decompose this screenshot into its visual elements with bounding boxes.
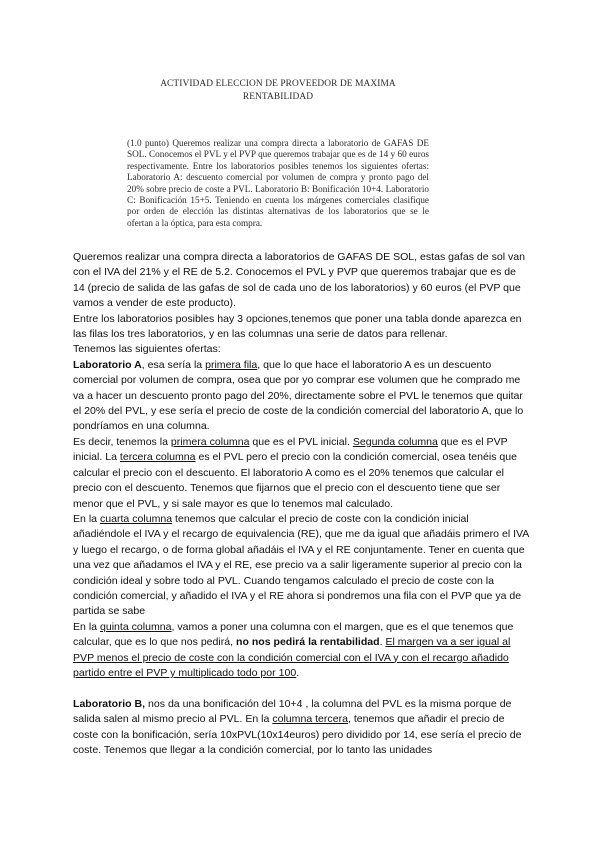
underlined-term: quinta columna: [99, 620, 172, 633]
text-span: En la: [73, 620, 100, 633]
underlined-term: columna tercera: [272, 713, 348, 726]
paragraph-fourth-column: [73, 512, 529, 620]
text-span: , tenemos que añadir el precio de coste con la bonificación, sería 10xPVL(10x14euros) pero dividido por 14, ese sería el precio de coste. Tenemos que llegar a la condición comercial, por lo tanto las unidades: [73, 713, 522, 756]
underlined-term: primera fila: [205, 358, 258, 371]
lab-b-heading: Laboratorio B,: [73, 697, 146, 710]
paragraph-offers: Tenemos las siguientes ofertas:: [73, 343, 221, 356]
text-span: En la: [73, 512, 100, 525]
text-span: es el PVL pero el precio con la condición comercial, osea tenéis que calcular el precio con el descuento. El laboratorio A como es el 20% tenemos que calcular el precio con el descuento. Tenemos que fijarnos que el precio con el descuento tiene que ser menor que el PVL, y si sale mayor es que lo tenemos mal calculado.: [73, 451, 518, 510]
paragraph-columns: [73, 435, 529, 512]
paragraph-gap: [73, 681, 529, 696]
text-span: Es decir, tenemos la: [73, 435, 171, 448]
text-span: tenemos que calcular el precio de coste con la condición inicial añadiéndole el IVA y el recargo de equivalencia (RE), que me da igual que añadáis primero el IVA y luego el recargo, o de forma global añadáis el IVA y el RE conjuntamente. Tener en cuenta que una vez que añadamos el IVA y el RE, ese precio va a salir ligeramente superior al precio con la condición ideal y sobre todo al PVL. Cuando tengamos calculado el precio de coste con la condición comercial, y añadido el IVA y el RE ahora si pondremos una fila con el PVP que ya de partida se sabe: [73, 512, 529, 618]
underlined-term: tercera columna: [119, 451, 196, 464]
lab-a-heading: Laboratorio A: [73, 358, 142, 371]
scan-question-text: (1.0 punto) Queremos realizar una compra directa a laboratorio de GAFAS DE SOL. Conocemos el PVL y el PVP que queremos trabajar que es de 14 y 60 euros respectivamente. Entre los laboratorios posibles tenemos los siguientes ofertas: Laboratorio A: descuento comercial por volumen de compra y pronto pago del 20% sobre precio de coste a PVL. Laboratorio B: Bonificación 10+4. Laboratorio C: Bonificación 15+5. Teniendo en cuenta los márgenes comerciales clasifique por orden de elección las distintas alternativas de los laboratorios que se le ofertan a la óptica, para esta compra.: [127, 138, 429, 228]
underlined-term: Segunda columna: [352, 435, 438, 448]
paragraph-lab-b: [73, 697, 529, 759]
scan-title: [127, 78, 429, 104]
scanned-exam-image: [127, 78, 429, 229]
text-span: que es el PVP inicial. La: [73, 435, 508, 464]
scan-title-line-2: RENTABILIDAD: [242, 92, 314, 102]
paragraph-options: Entre los laboratorios posibles hay 3 opciones,tenemos que poner una tabla donde aparezca en las filas los tres laboratorios, y en las columnas una serie de datos para rellenar.: [73, 312, 522, 341]
scan-title-line-1: ACTIVIDAD ELECCION DE PROVEEDOR DE MAXIMA: [160, 79, 396, 89]
document-body: [73, 250, 529, 758]
underlined-term: primera columna: [170, 435, 250, 448]
text-span: , vamos a poner una columna con el margen, que es el que tenemos que calcular, que es lo que nos pedirá,: [73, 620, 514, 649]
text-span: .: [296, 666, 300, 679]
text-span: , esa sería la: [141, 358, 206, 371]
paragraph-lab-a: [73, 358, 529, 435]
margin-definition: El margen va a ser igual al PVP menos el precio de coste con la condición comercial con el IVA y con el recargo añadido partido entre el PVP y multiplicado todo por 100: [73, 636, 511, 679]
text-span: .: [379, 636, 386, 649]
bold-term: no nos pedirá la rentabilidad: [236, 636, 380, 649]
text-span: que es el PVL inicial.: [249, 435, 353, 448]
text-span: , que lo que hace el laboratorio A es un descuento comercial por volumen de compra, osea que por yo comprar ese volumen que he comprado me va a hacer un descuento pronto pago del 20%, directamente sobre el PVL le tenemos que quitar el 20% del PVL, y ese sería el precio de coste de la condición comercial del laboratorio A, que lo pondríamos en una columna.: [73, 358, 524, 433]
text-span: nos da una bonificación del 10+4 , la columna del PVL es la misma porque de salida salen al mismo precio al PVL. En la: [73, 697, 512, 726]
paragraph-intro: Queremos realizar una compra directa a laboratorios de GAFAS DE SOL, estas gafas de sol van con el IVA del 21% y el RE de 5.2. Conocemos el PVL y PVP que queremos trabajar que es de 14 (precio de salida de las gafas de sol de cada uno de los laboratorios) y 60 euros (el PVP que vamos a vender de este producto).: [73, 251, 525, 310]
underlined-term: cuarta columna: [99, 512, 173, 525]
paragraph-fifth-column: [73, 620, 529, 682]
